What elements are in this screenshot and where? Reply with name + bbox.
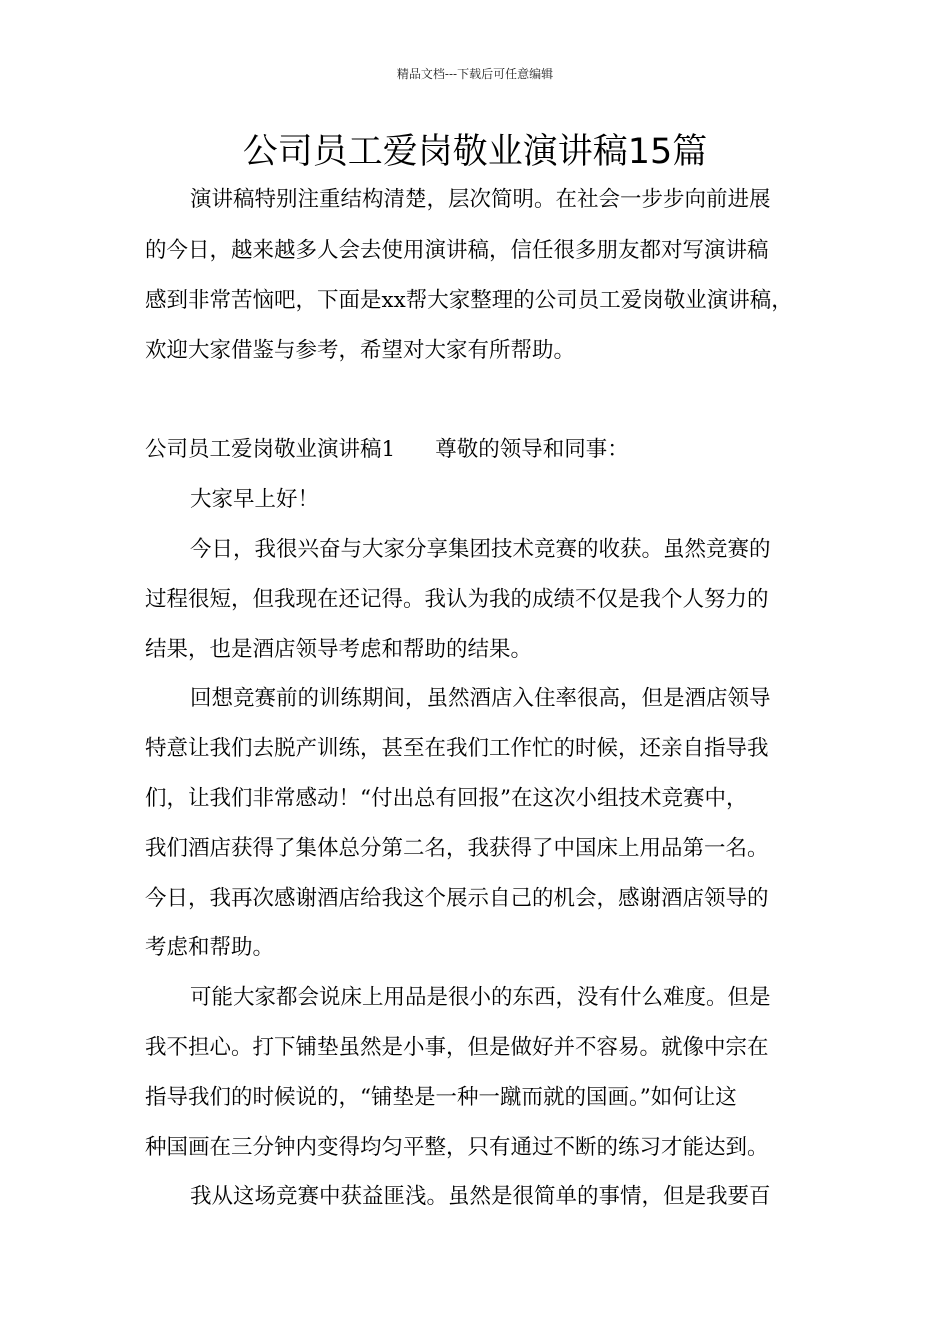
paragraph-line: 我不担心。打下铺垫虽然是小事，但是做好并不容易。就像中宗在 (145, 1035, 769, 1060)
paragraph-line: 今日，我再次感谢酒店给我这个展示自己的机会，感谢酒店领导的 (145, 886, 769, 911)
paragraph-line: 我从这场竞赛中获益匪浅。虽然是很简单的事情，但是我要百 (190, 1184, 771, 1209)
paragraph-line: 们，让我们非常感动！“付出总有回报”在这次小组技术竞赛中， (145, 786, 748, 811)
paragraph-line: 的今日，越来越多人会去使用演讲稿，信任很多朋友都对写演讲稿 (145, 238, 769, 263)
paragraph-line: 指导我们的时候说的，“铺垫是一种一蹴而就的国画。”如何让这 (145, 1085, 737, 1110)
section-heading-line (145, 435, 629, 465)
paragraph-line: 结果，也是酒店领导考虑和帮助的结果。 (145, 637, 533, 662)
page-header: 精品文档---下载后可任意编辑 (396, 67, 554, 81)
paragraph-line: 感到非常苦恼吧，下面是xx帮大家整理的公司员工爱岗敬业演讲稿， (145, 288, 793, 313)
section-heading: 公司员工爱岗敬业演讲稿1 (145, 437, 396, 462)
paragraph-line: 可能大家都会说床上用品是很小的东西，没有什么难度。但是 (190, 985, 771, 1010)
paragraph-line: 考虑和帮助。 (145, 935, 275, 960)
paragraph-line: 欢迎大家借鉴与参考，希望对大家有所帮助。 (145, 338, 576, 363)
paragraph-line: 特意让我们去脱产训练，甚至在我们工作忙的时候，还亲自指导我 (145, 736, 769, 761)
paragraph-line: 今日，我很兴奋与大家分享集团技术竞赛的收获。虽然竞赛的 (190, 537, 771, 562)
greeting: 大家早上好！ (190, 487, 320, 512)
document-title: 公司员工爱岗敬业演讲稿15篇 (242, 132, 708, 172)
paragraph-line: 回想竞赛前的训练期间，虽然酒店入住率很高，但是酒店领导 (190, 686, 771, 711)
paragraph-line: 我们酒店获得了集体总分第二名，我获得了中国床上用品第一名。 (145, 836, 769, 861)
paragraph-line: 种国画在三分钟内变得均匀平整，只有通过不断的练习才能达到。 (145, 1135, 769, 1160)
paragraph-line: 过程很短，但我现在还记得。我认为我的成绩不仅是我个人努力的 (145, 587, 769, 612)
paragraph-line: 演讲稿特别注重结构清楚，层次简明。在社会一步步向前进展 (190, 187, 771, 212)
salutation: 尊敬的领导和同事： (435, 437, 629, 462)
